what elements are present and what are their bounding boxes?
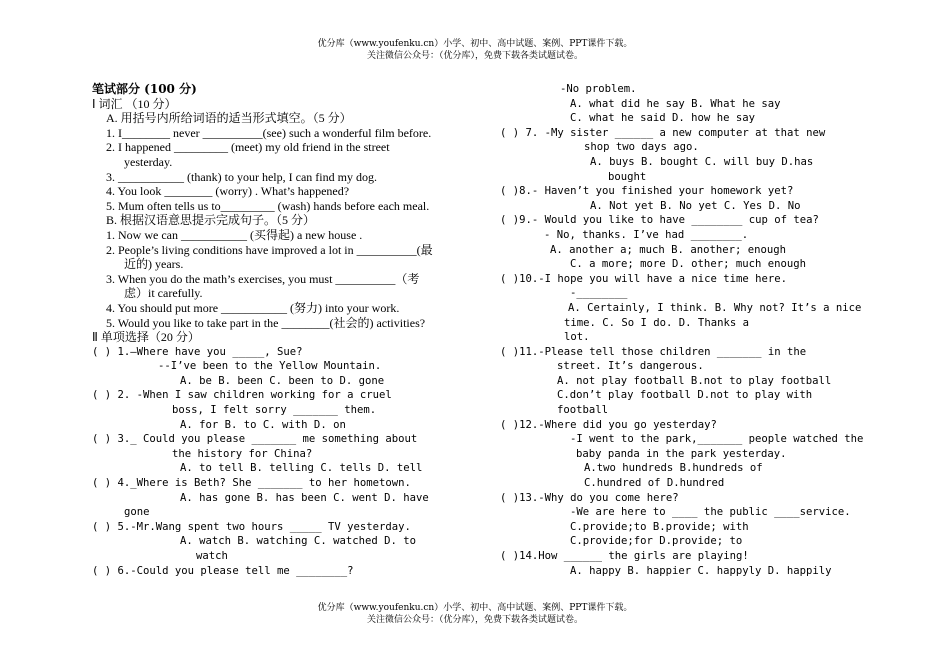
question-line: ( )13.-Why do you come here? xyxy=(500,491,679,504)
question-line: ( )11.-Please tell those children _______ in the xyxy=(500,345,807,358)
question-line: ( ) 1.—Where have you _____, Sue? xyxy=(92,345,303,358)
question-line: ( )9.- Would you like to have ________ cup of tea? xyxy=(500,214,819,227)
options-line: A. what did he say B. What he say xyxy=(570,97,781,110)
options-line: football xyxy=(557,404,609,417)
footer-line-1: 优分库（www.youfenku.cn）小学、初中、高中试题、案例、PPT课件下载。 xyxy=(317,603,633,613)
options-line: C.hundred of D.hundred xyxy=(584,477,725,490)
question-line: --I’ve been to the Yellow Mountain. xyxy=(158,360,382,373)
options-line: A. Certainly, I think. B. Why not? It’s a nice xyxy=(568,301,862,314)
options-line: C. what he said D. how he say xyxy=(570,112,755,125)
options-line: A. to tell B. telling C. tells D. tell xyxy=(180,462,423,475)
question-line: -________ xyxy=(570,287,628,300)
question-line: ( ) 2. -When I saw children working for a cruel xyxy=(92,389,392,402)
options-line: A. for B. to C. with D. on xyxy=(180,418,346,431)
question-line: ( )14.How ______ the girls are playing! xyxy=(500,550,749,562)
options-line: C. a more; more D. other; much enough xyxy=(570,258,806,271)
question-line: shop two days ago. xyxy=(584,141,699,154)
question-line: ( )12.-Where did you go yesterday? xyxy=(500,418,717,431)
question-line: 3. ___________ (thank) to your help, I can find my dog. xyxy=(106,169,377,184)
header-line-2: 关注微信公众号：（优分库），免费下载各类试题试卷。 xyxy=(366,51,583,61)
question-line: -No problem. xyxy=(560,83,637,95)
options-line: gone xyxy=(124,506,150,519)
question-line: 2. I happened _________ (meet) my old friend in the street xyxy=(106,140,390,155)
question-line: ( ) 7. -My sister ______ a new computer at that new xyxy=(500,126,826,139)
question-line: ( ) 5.-Mr.Wang spent two hours _____ TV yesterday. xyxy=(92,520,411,533)
right-column xyxy=(500,82,885,578)
options-line: A.two hundreds B.hundreds of xyxy=(584,462,763,475)
header-line-1: 优分库（www.youfenku.cn）小学、初中、高中试题、案例、PPT课件下载。 xyxy=(317,39,633,49)
options-line: A. watch B. watching C. watched D. to xyxy=(180,535,416,548)
question-line: 1. I________ never __________(see) such a wonderful film before. xyxy=(106,125,432,140)
multiple-choice-heading: Ⅱ 单项选择（20 分） xyxy=(92,330,200,345)
question-line: ( ) 4._Where is Beth? She _______ to her hometown. xyxy=(92,477,411,490)
question-line: 5. Would you like to take part in the ________(社会的) activities? xyxy=(106,315,426,330)
part-b-instruction: B. 根据汉语意思提示完成句子。（5 分） xyxy=(106,213,316,228)
question-line: 虑）it carefully. xyxy=(124,286,203,301)
question-line: 5. Mum often tells us to_________ (wash) hands before each meal. xyxy=(106,198,430,213)
question-line: boss, I felt sorry _______ them. xyxy=(172,404,377,417)
question-line: 2. People’s living conditions have improved a lot in __________(最 xyxy=(106,242,433,257)
options-line: A. buys B. bought C. will buy D.has xyxy=(590,155,814,168)
question-line: ( ) 3._ Could you please _______ me something about xyxy=(92,433,418,446)
vocabulary-heading: Ⅰ 词汇 （10 分） xyxy=(92,96,177,111)
options-line: lot. xyxy=(564,331,590,344)
part-a-instruction: A. 用括号内所给词语的适当形式填空。（5 分） xyxy=(106,111,352,126)
options-line: time. C. So I do. D. Thanks a xyxy=(564,316,749,329)
footer-line-2: 关注微信公众号：（优分库），免费下载各类试题试卷。 xyxy=(366,615,583,625)
question-line: ( ) 6.-Could you please tell me ________? xyxy=(92,564,354,577)
question-line: 4. You look ________ (worry) . What’s happened? xyxy=(106,184,350,199)
question-line: -I went to the park,_______ people watched the xyxy=(570,433,864,446)
question-line: - No, thanks. I’ve had ________. xyxy=(544,228,749,241)
options-line: A. has gone B. has been C. went D. have xyxy=(180,491,429,504)
question-line: -We are here to ____ the public ____service. xyxy=(570,506,851,519)
written-section-title: 笔试部分 (100 分) xyxy=(92,82,197,96)
page-footer xyxy=(0,602,950,626)
question-line: 1. Now we can ___________ (买得起) a new house . xyxy=(106,227,363,242)
page-header xyxy=(0,38,950,62)
question-line: baby panda in the park yesterday. xyxy=(576,447,787,460)
options-line: A. another a; much B. another; enough xyxy=(550,243,786,256)
options-line: A. happy B. happier C. happyly D. happily xyxy=(570,564,832,577)
options-line: C.provide;to B.provide; with xyxy=(570,520,749,533)
question-line: the history for China? xyxy=(172,447,313,460)
question-line: 近的) years. xyxy=(124,257,184,272)
options-line: A. not play football B.not to play football xyxy=(557,374,832,387)
question-line: yesterday. xyxy=(124,154,173,169)
options-line: bought xyxy=(608,170,647,183)
options-line: A. Not yet B. No yet C. Yes D. No xyxy=(590,199,801,212)
left-column xyxy=(92,82,478,578)
question-line: 3. When you do the math’s exercises, you must __________（考 xyxy=(106,271,420,286)
question-line: street. It’s dangerous. xyxy=(557,360,704,373)
question-line: ( )8.- Haven’t you finished your homework yet? xyxy=(500,185,794,198)
options-line: watch xyxy=(196,550,228,562)
options-line: A. be B. been C. been to D. gone xyxy=(180,374,385,387)
options-line: C.provide;for D.provide; to xyxy=(570,535,743,548)
options-line: C.don’t play football D.not to play with xyxy=(557,389,813,402)
question-line: ( )10.-I hope you will have a nice time here. xyxy=(500,272,788,285)
question-line: 4. You should put more ___________ (努力) into your work. xyxy=(106,300,400,315)
